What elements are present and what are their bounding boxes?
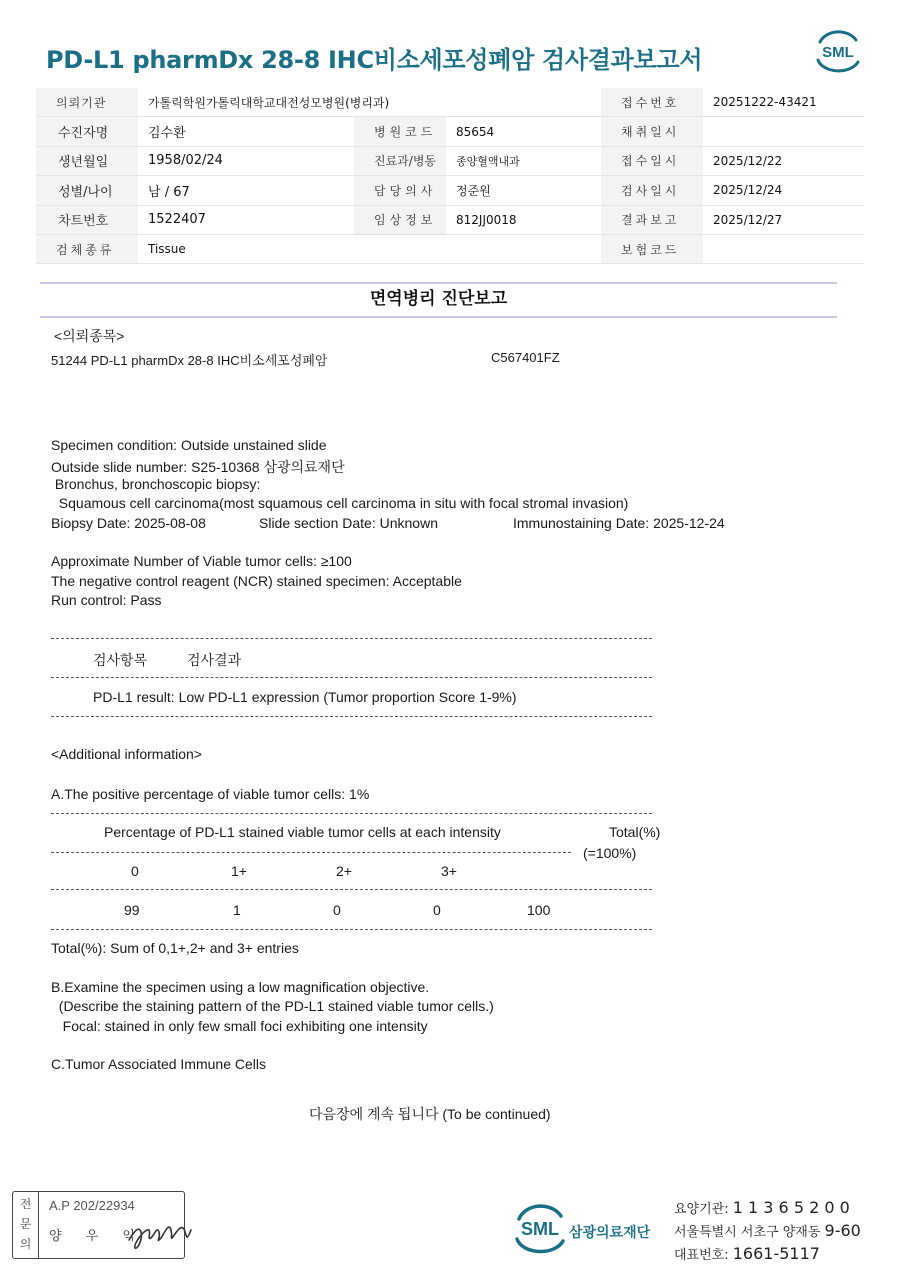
intensity-label: 0	[131, 863, 139, 879]
intensity-value: 0	[433, 902, 441, 918]
patient-info-table	[36, 88, 864, 264]
info-value: 812JJ0018	[446, 205, 601, 234]
divider	[51, 852, 571, 853]
section-a-title: A.The positive percentage of viable tumor cells: 1%	[51, 786, 370, 802]
info-value: 85654	[446, 117, 601, 146]
sml-logo-icon	[812, 28, 864, 74]
footer-inst-label: 요양기관:	[674, 1202, 733, 1217]
additional-heading: <Additional information>	[51, 746, 202, 762]
divider	[51, 677, 652, 678]
footer-logo	[511, 1201, 661, 1257]
slide-section-date: Slide section Date: Unknown	[259, 515, 438, 531]
specimen-diagnosis: Squamous cell carcinoma(most squamous cell carcinoma in situ with focal stromal invasion)	[51, 495, 629, 511]
request-heading: <의뢰종목>	[54, 328, 125, 344]
info-value: 2025/12/22	[703, 146, 864, 175]
total-header: Total(%)	[609, 824, 661, 840]
info-label: 검사일시	[601, 176, 703, 205]
footer-address-label: 서울특별시 서초구 양재동	[674, 1225, 825, 1240]
viable-cells: Approximate Number of Viable tumor cells: ≥100	[51, 553, 352, 569]
svg-text:SML: SML	[521, 1219, 559, 1239]
info-label: 병원코드	[354, 117, 446, 146]
info-row	[36, 117, 864, 146]
info-label: 결과보고	[601, 205, 703, 234]
stamp-char: 의	[19, 1237, 32, 1251]
total-note: (=100%)	[583, 845, 637, 861]
divider	[51, 638, 652, 639]
footer-phone	[674, 1244, 820, 1263]
immunostaining-date: Immunostaining Date: 2025-12-24	[513, 515, 725, 531]
divider	[51, 716, 652, 717]
section-b-desc: (Describe the staining pattern of the PD-L1 stained viable tumor cells.)	[51, 998, 494, 1014]
section-title: 면역병리 진단보고	[40, 282, 837, 318]
info-row	[36, 88, 864, 117]
info-value: 20251222-43421	[703, 88, 864, 117]
info-label: 진료과/병동	[354, 146, 446, 175]
intensity-value: 1	[233, 902, 241, 918]
info-label: 채취일시	[601, 117, 703, 146]
info-label: 담당의사	[354, 176, 446, 205]
info-row	[36, 205, 864, 234]
run-control: Run control: Pass	[51, 592, 162, 608]
info-value: 가톨릭학원가톨릭대학교대전성모병원(병리과)	[138, 88, 601, 117]
info-row	[36, 234, 864, 263]
section-b-title: B.Examine the specimen using a low magnification objective.	[51, 979, 430, 995]
info-value: Tissue	[138, 234, 601, 263]
report-title: PD-L1 pharmDx 28-8 IHC비소세포성폐암 검사결과보고서	[46, 46, 703, 74]
info-value: 2025/12/24	[703, 176, 864, 205]
signature-icon	[125, 1210, 197, 1256]
info-label: 접수번호	[601, 88, 703, 117]
total-footnote: Total(%): Sum of 0,1+,2+ and 3+ entries	[51, 940, 299, 956]
intensity-total: 100	[527, 902, 551, 918]
request-code: C567401FZ	[491, 350, 560, 365]
info-label: 임상정보	[354, 205, 446, 234]
info-value: 1522407	[138, 205, 354, 234]
info-value: 남 / 67	[138, 176, 354, 205]
info-value: 정준원	[446, 176, 601, 205]
footer-inst-number: 1 1 3 6 5 2 0 0	[732, 1198, 850, 1217]
info-label: 생년월일	[36, 146, 138, 175]
col-header-result: 검사결과	[187, 652, 242, 668]
info-label: 보험코드	[601, 234, 703, 263]
stamp-side-label	[13, 1192, 39, 1258]
intensity-label: 1+	[231, 863, 247, 879]
footer-address	[674, 1221, 861, 1240]
footer-institution	[674, 1198, 850, 1217]
info-label: 성별/나이	[36, 176, 138, 205]
footer-org-name: 삼광의료재단	[569, 1225, 651, 1241]
sml-logo	[812, 28, 864, 74]
info-row	[36, 146, 864, 175]
info-value	[703, 234, 864, 263]
pathologist-stamp	[12, 1191, 185, 1259]
stamp-char: 문	[19, 1217, 32, 1231]
info-label: 수진자명	[36, 117, 138, 146]
section-c-title: C.Tumor Associated Immune Cells	[51, 1056, 266, 1072]
info-value: 종양혈액내과	[446, 146, 601, 175]
divider	[51, 813, 652, 814]
info-value: 2025/12/27	[703, 205, 864, 234]
svg-text:SML: SML	[822, 44, 854, 61]
stamp-char: 전	[19, 1197, 32, 1211]
divider	[51, 889, 652, 890]
biopsy-date: Biopsy Date: 2025-08-08	[51, 515, 206, 531]
intensity-header: Percentage of PD-L1 stained viable tumor cells at each intensity	[104, 824, 501, 840]
info-value	[703, 117, 864, 146]
ap-number: A.P 202/22934	[49, 1198, 135, 1213]
info-label: 검체종류	[36, 234, 138, 263]
ncr-result: The negative control reagent (NCR) stained specimen: Acceptable	[51, 573, 462, 589]
info-row	[36, 176, 864, 205]
specimen-slide-number: Outside slide number: S25-10368 삼광의료재단	[51, 459, 345, 475]
footer-address-number: 9-60	[824, 1221, 861, 1240]
intensity-value: 0	[333, 902, 341, 918]
specimen-condition: Specimen condition: Outside unstained slide	[51, 437, 327, 453]
section-b-result: Focal: stained in only few small foci exhibiting one intensity	[51, 1018, 428, 1034]
footer-phone-label: 대표번호:	[674, 1248, 733, 1263]
intensity-label: 2+	[336, 863, 352, 879]
info-label: 차트번호	[36, 205, 138, 234]
intensity-value: 99	[124, 902, 140, 918]
continued-note: 다음장에 계속 됩니다 (To be continued)	[309, 1106, 551, 1122]
divider	[51, 929, 652, 930]
info-label: 의뢰기관	[36, 88, 138, 117]
intensity-label: 3+	[441, 863, 457, 879]
sml-logo-icon	[511, 1201, 569, 1255]
request-code-name: 51244 PD-L1 pharmDx 28-8 IHC비소세포성폐암	[51, 353, 328, 368]
footer-phone-number: 1661-5117	[732, 1244, 820, 1263]
pdl1-result: PD-L1 result: Low PD-L1 expression (Tumor proportion Score 1-9%)	[93, 689, 517, 705]
col-header-item: 검사항목	[93, 652, 148, 668]
doctor-name: 양 우 익	[49, 1229, 145, 1244]
info-label: 접수일시	[601, 146, 703, 175]
info-value: 김수환	[138, 117, 354, 146]
specimen-site: Bronchus, bronchoscopic biopsy:	[51, 476, 261, 492]
info-value: 1958/02/24	[138, 146, 354, 175]
